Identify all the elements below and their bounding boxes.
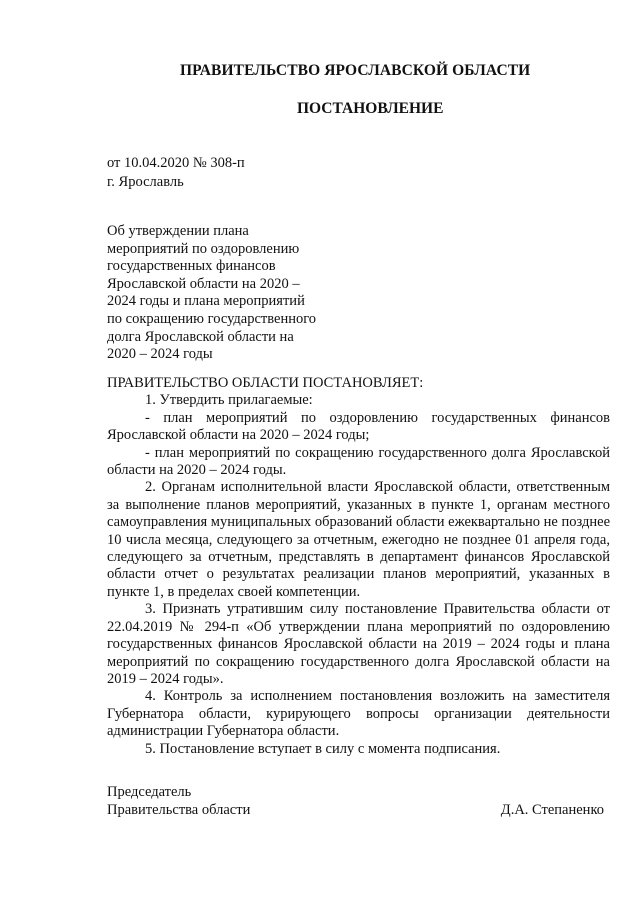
subject-line: долга Ярославской области на — [107, 328, 294, 345]
subject-line: по сокращению государственного — [107, 310, 317, 327]
signature-block — [107, 783, 610, 819]
signatory-position-line1: Председатель — [107, 784, 192, 800]
subject-line: 2024 годы и плана мероприятий — [107, 293, 305, 310]
resolution-preamble: ПРАВИТЕЛЬСТВО ОБЛАСТИ ПОСТАНОВЛЯЕТ: — [107, 375, 424, 391]
issue-city: г. Ярославль — [107, 174, 184, 190]
paragraph-item-2: 2. Органам исполнительной власти Ярославской области, ответственным за выполнение планов мероприятий, указанных в пункте 1, органам местного самоуправления муниципальных образований области ежеквартально не позднее 10 числа месяца, следующего за отчетным, ежегодно не позднее 01 апреля года, следующего за отчетным, представлять в департамент финансов Ярославской области отчет о результатах реализации планов мероприятий, указанных в пункте 1, в пределах своей компетенции. — [107, 479, 610, 600]
subject-line: государственных финансов — [107, 258, 276, 275]
paragraph-item-4: 4. Контроль за исполнением постановления возложить на заместителя Губернатора области, курирующего вопросы организации деятельности администрации Губернатора области. — [107, 688, 610, 740]
paragraph-plan-finances: - план мероприятий по оздоровлению государственных финансов Ярославской области на 2020 – 2024 годы; — [107, 409, 610, 444]
paragraph-item-5: 5. Постановление вступает в силу с момента подписания. — [145, 740, 501, 757]
paragraph-plan-debt: - план мероприятий по сокращению государственного долга Ярославской области на 2020 – 2024 годы. — [107, 444, 610, 479]
subject-line: Об утверждении плана — [107, 223, 249, 239]
signature-row — [107, 801, 610, 819]
document-body — [107, 375, 610, 758]
signatory-name: Д.А. Степаненко — [500, 802, 604, 818]
paragraph-item-1: 1. Утвердить прилагаемые: — [145, 392, 313, 409]
document-subject — [107, 223, 347, 364]
subject-line: Ярославской области на 2020 – — [107, 275, 300, 292]
document-type-heading: ПОСТАНОВЛЕНИЕ — [297, 100, 444, 117]
date-and-number: от 10.04.2020 № 308-п — [107, 155, 245, 171]
subject-line: мероприятий по оздоровлению — [107, 240, 300, 257]
document-meta — [107, 154, 245, 192]
subject-line: 2020 – 2024 годы — [107, 346, 213, 363]
organization-title: ПРАВИТЕЛЬСТВО ЯРОСЛАВСКОЙ ОБЛАСТИ — [180, 62, 531, 79]
signatory-position-line2: Правительства области — [107, 802, 251, 818]
paragraph-item-3: 3. Признать утратившим силу постановление Правительства области от 22.04.2019 № 294-п «Об утверждении плана мероприятий по оздоровлению государственных финансов Ярославской области на 2019 – 2024 годы и плана мероприятий по сокращению государственного долга Ярославской области на 2019 – 2024 годы». — [107, 601, 610, 687]
